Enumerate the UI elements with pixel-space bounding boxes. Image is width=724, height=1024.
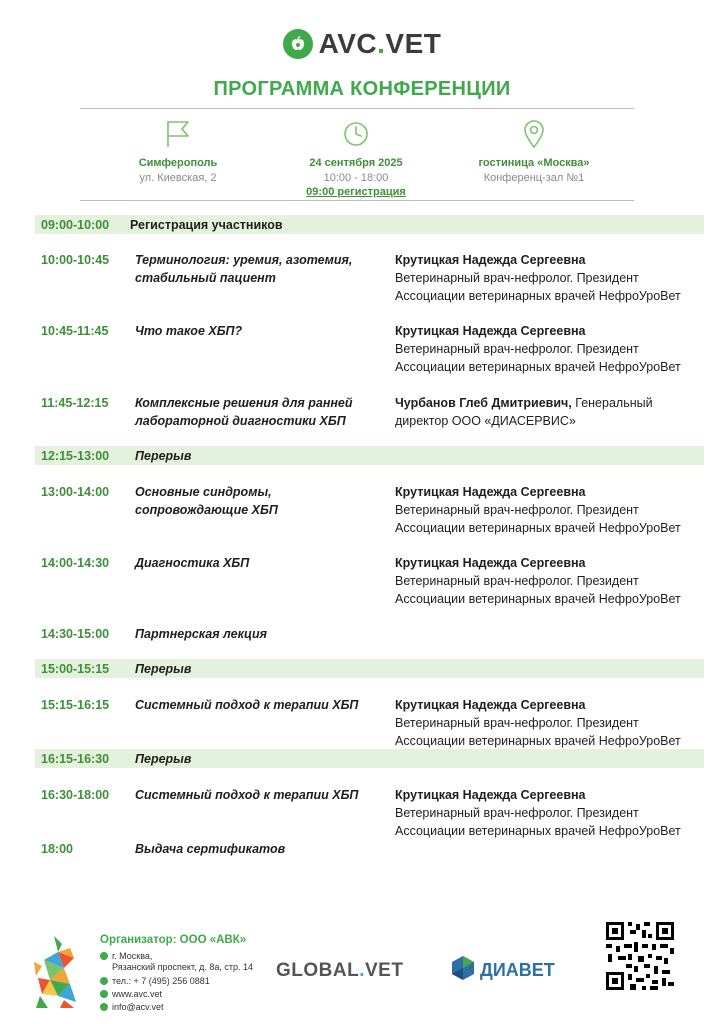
- row-time: 10:45-11:45: [41, 324, 109, 338]
- row-time: 09:00-10:00: [41, 218, 110, 232]
- row-topic: Терминология: уремия, азотемия, стабильный пациент: [135, 253, 353, 285]
- speaker-name: Крутицкая Надежда Сергеевна: [395, 253, 586, 267]
- phone-icon: [100, 977, 108, 985]
- row-topic: Диагностика ХБП: [135, 556, 250, 570]
- row-time: 18:00: [41, 842, 73, 856]
- brand-name: AVC.VET: [318, 28, 442, 59]
- speaker-role: Ветеринарный врач-нефролог. Президент Ассоциации ветеринарных врачей НефроУроВет: [395, 271, 681, 303]
- speaker-name: Крутицкая Надежда Сергеевна: [395, 698, 586, 712]
- speaker-name: Чурбанов Глеб Дмитриевич,: [395, 396, 572, 410]
- organizer-address: г. Москва, Рязанский проспект, д. 8а, стр. 14: [100, 951, 253, 973]
- row-topic: Перерыв: [135, 752, 192, 766]
- organizer: Организатор: ООО «АВК»: [100, 934, 247, 946]
- row-topic: Перерыв: [135, 449, 192, 463]
- row-time: 14:30-15:00: [41, 627, 110, 641]
- flag-icon: [78, 118, 278, 150]
- brand-logo: [0, 28, 724, 60]
- divider: [80, 108, 634, 109]
- row-speaker: [395, 483, 707, 537]
- venue-hall: Конференц-зал №1: [483, 172, 585, 184]
- location-city: Симферополь: [138, 157, 218, 169]
- qr-code: [604, 920, 676, 992]
- mascot-logo: [30, 932, 92, 1012]
- partner-logo-diavet: ДИАВЕТ: [450, 955, 555, 986]
- row-time: 14:00-14:30: [41, 556, 110, 570]
- mail-icon: [100, 1003, 108, 1011]
- speaker-name: Крутицкая Надежда Сергеевна: [395, 324, 586, 338]
- globe-icon: [100, 990, 108, 998]
- speaker-name: Крутицкая Надежда Сергеевна: [395, 556, 586, 570]
- speaker-role: Генеральный директор ООО «ДИАСЕРВИС»: [395, 396, 653, 428]
- diavet-emblem-icon: [450, 955, 476, 986]
- row-time: 16:30-18:00: [41, 788, 110, 802]
- row-topic: Регистрация участников: [130, 218, 283, 232]
- speaker-role: Ветеринарный врач-нефролог. Президент Ассоциации ветеринарных врачей НефроУроВет: [395, 342, 681, 374]
- row-topic: Комплексные решения для ранней лабораторной диагностики ХБП: [135, 396, 353, 428]
- row-speaker: [395, 322, 707, 376]
- row-time: 15:15-16:15: [41, 698, 110, 712]
- organizer-phone: тел.: + 7 (495) 256 0881: [100, 976, 210, 987]
- venue-name: гостиница «Москва»: [478, 157, 590, 169]
- row-topic: Системный подход к терапии ХБП: [135, 788, 359, 802]
- row-time: 13:00-14:00: [41, 485, 110, 499]
- row-speaker: [395, 554, 707, 608]
- row-time: 10:00-10:45: [41, 253, 110, 267]
- clock-icon: [256, 118, 456, 150]
- map-pin-icon: [434, 118, 634, 150]
- row-speaker: [395, 696, 707, 750]
- row-time: 15:00-15:15: [41, 662, 110, 676]
- row-time: 12:15-13:00: [41, 449, 110, 463]
- location-address: ул. Киевская, 2: [139, 172, 217, 184]
- row-topic: Что такое ХБП?: [135, 324, 243, 338]
- organizer-email[interactable]: info@acv.vet: [100, 1002, 164, 1013]
- row-topic: Выдача сертификатов: [135, 842, 286, 856]
- speaker-role: Ветеринарный врач-нефролог. Президент Ассоциации ветеринарных врачей НефроУроВет: [395, 574, 681, 606]
- speaker-role: Ветеринарный врач-нефролог. Президент Ассоциации ветеринарных врачей НефроУроВет: [395, 716, 681, 748]
- row-time: 11:45-12:15: [41, 396, 109, 410]
- row-speaker: [395, 394, 685, 430]
- location-icon: [100, 952, 108, 960]
- speaker-role: Ветеринарный врач-нефролог. Президент Ассоциации ветеринарных врачей НефроУроВет: [395, 806, 681, 838]
- apple-icon: [283, 29, 313, 59]
- row-topic: Партнерская лекция: [135, 627, 268, 641]
- row-speaker: [395, 251, 707, 305]
- row-topic: Системный подход к терапии ХБП: [135, 698, 359, 712]
- registration-link[interactable]: 09:00 регистрация: [306, 186, 406, 198]
- speaker-name: Крутицкая Надежда Сергеевна: [395, 788, 586, 802]
- divider: [80, 200, 634, 201]
- row-topic: Основные синдромы, сопровождающие ХБП: [135, 485, 278, 517]
- partner-logo-globalvet: GLOBAL.VET: [276, 960, 404, 981]
- page-title: ПРОГРАММА КОНФЕРЕНЦИИ: [213, 78, 511, 100]
- info-venue: [434, 118, 634, 185]
- row-time: 16:15-16:30: [41, 752, 110, 766]
- organizer-site[interactable]: www.avc.vet: [100, 989, 162, 1000]
- speaker-role: Ветеринарный врач-нефролог. Президент Ассоциации ветеринарных врачей НефроУроВет: [395, 503, 681, 535]
- info-date: [256, 118, 456, 200]
- event-date: 24 сентября 2025: [309, 157, 403, 169]
- event-time: 10:00 - 18:00: [323, 172, 389, 184]
- row-topic: Перерыв: [135, 662, 192, 676]
- row-speaker: [395, 786, 707, 840]
- info-location: [78, 118, 278, 185]
- speaker-name: Крутицкая Надежда Сергеевна: [395, 485, 586, 499]
